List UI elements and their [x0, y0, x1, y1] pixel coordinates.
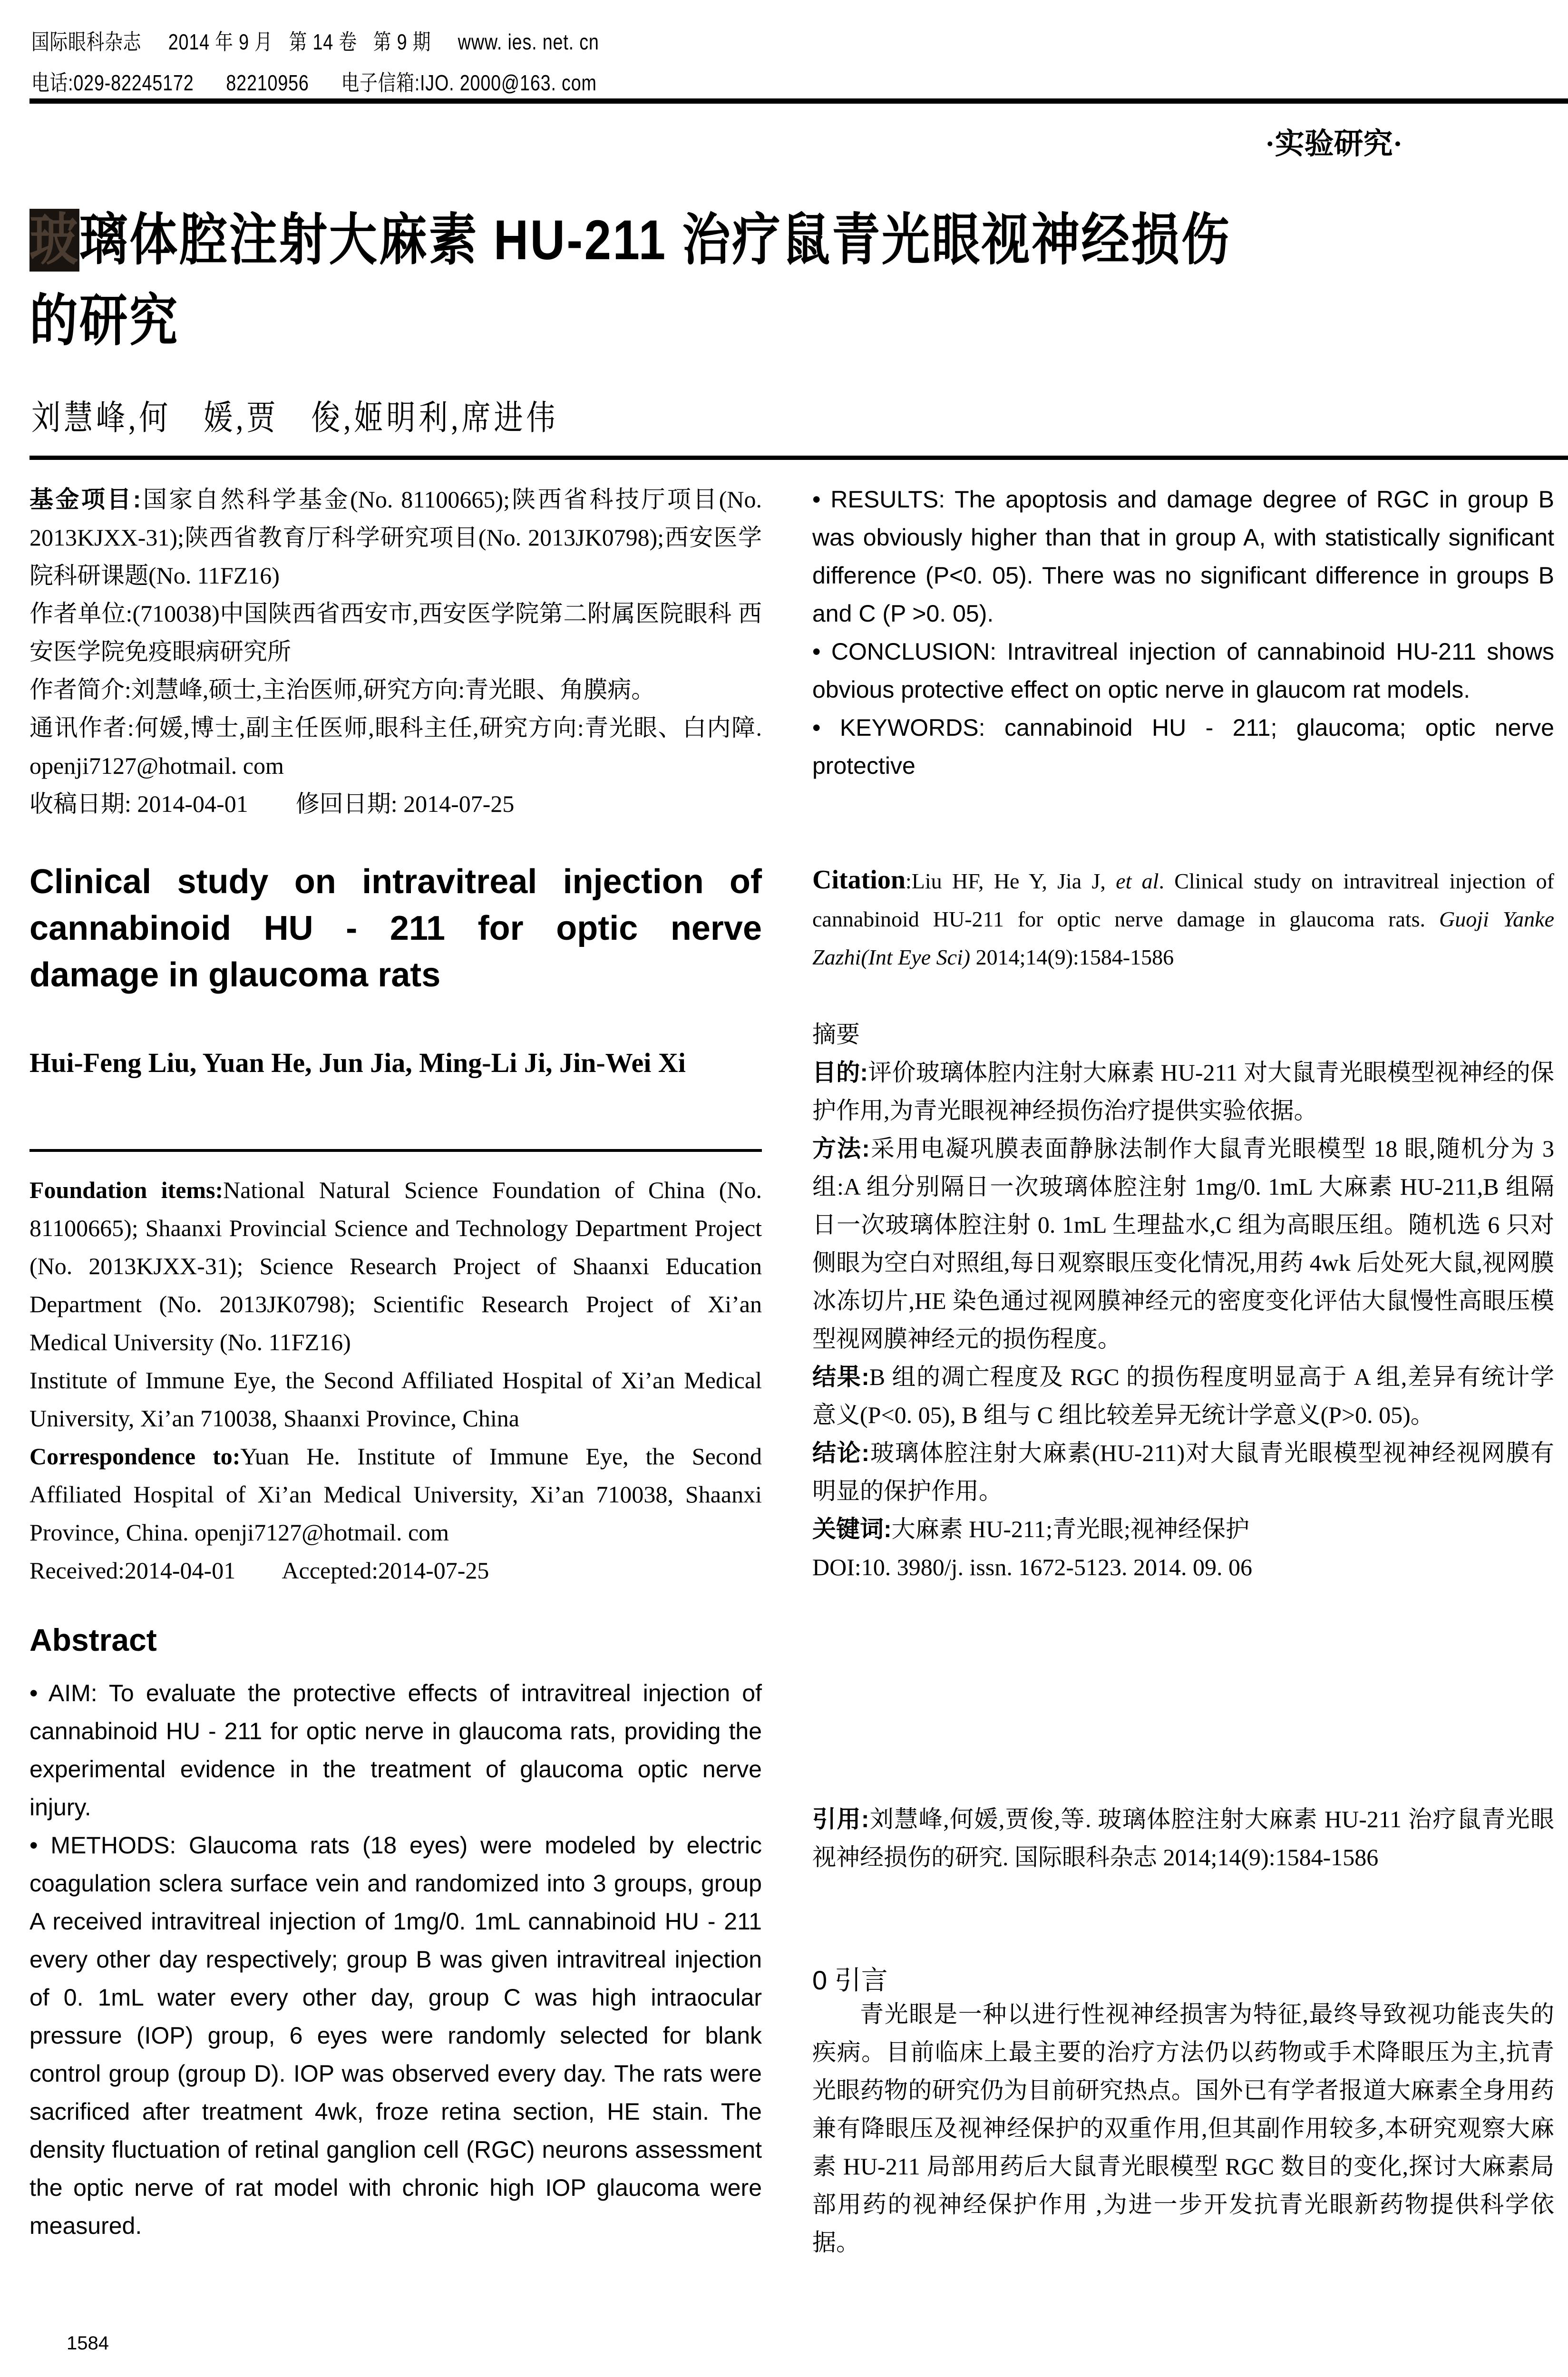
results-cn-label: 结果: — [812, 1364, 869, 1390]
accepted-en: Accepted:2014-07-25 — [282, 1557, 489, 1584]
abstract-heading: Abstract — [29, 1622, 157, 1657]
title-en: Clinical study on intravitreal injection of cannabinoid HU - 211 for optic nerve damage in glaucoma rats — [29, 863, 762, 994]
header-rule — [29, 98, 1568, 104]
abstract-cn-heading-text: 摘要 — [812, 1021, 860, 1048]
front-matter-cn — [29, 480, 762, 823]
revised-cn: 修回日期: 2014-07-25 — [295, 790, 515, 817]
issue-info: 2014 年 9 月 第 14 卷 第 9 期 — [168, 29, 431, 54]
running-header-line2 — [31, 66, 597, 97]
abstract-en-right — [812, 480, 1554, 785]
results-cn-text: B 组的凋亡程度及 RGC 的损伤程度明显高于 A 组,差异有统计学意义(P<0. 05), B 组与 C 组比较差异无统计学意义(P>0. 05)。 — [812, 1364, 1554, 1428]
title-cn-first-char: 玻 — [29, 209, 79, 272]
citation-etal: et al — [1116, 869, 1159, 893]
phone: 电话:029-82245172 — [31, 70, 194, 95]
abstract-cn-methods — [812, 1130, 1554, 1358]
affiliation-cn: 作者单位:(710038)中国陕西省西安市,西安医学院第二附属医院眼科 西安医学院免疫眼病研究所 — [29, 600, 762, 665]
phone-2: 82210956 — [226, 70, 309, 95]
abstract-cn-heading — [812, 1015, 1554, 1053]
abstract-en-left — [29, 1674, 762, 2245]
authors-cn: 刘慧峰,何 媛,贾 俊,姬明利,席进伟 — [31, 399, 559, 437]
abstract-cn — [812, 1015, 1554, 1586]
citation-label: Citation — [812, 865, 906, 895]
abstract-cn-keywords — [812, 1510, 1554, 1548]
page-number: 1584 — [67, 2333, 109, 2354]
institute-en: Institute of Immune Eye, the Second Affiliated Hospital of Xi’an Medical University, Xi’an 710038, Shaanxi Province, China — [29, 1367, 762, 1432]
methods-cn-label: 方法: — [812, 1135, 870, 1162]
correspondence-text[interactable]: Yuan He. Institute of Immune Eye, the Second Affiliated Hospital of Xi’an Medical University, Xi’an 710038, Shaanxi Province, China. openji7127@hotmail. com — [29, 1443, 762, 1546]
foundation-label: Foundation items: — [29, 1177, 224, 1203]
citation-text-3: 2014;14(9):1584-1586 — [970, 945, 1174, 969]
intro-heading: 0 引言 — [812, 1965, 888, 1995]
fund-label: 基金项目: — [29, 486, 141, 513]
citation-text-1: :Liu HF, He Y, Jia J, — [906, 869, 1116, 893]
conclusion-cn-text: 玻璃体腔注射大麻素(HU-211)对大鼠青光眼模型视神经视网膜有明显的保护作用。 — [812, 1440, 1555, 1504]
keywords-cn-label: 关键词: — [812, 1516, 892, 1542]
citation-cn-label: 引用: — [812, 1806, 869, 1832]
conclusion-cn-label: 结论: — [812, 1440, 870, 1466]
title-cn-rest: 璃体腔注射大麻素 HU-211 治疗鼠青光眼视神经损伤 — [79, 209, 1231, 272]
dates-en — [29, 1551, 762, 1589]
journal-name: 国际眼科杂志 — [31, 29, 142, 54]
abstract-conclusion: • CONCLUSION: Intravitreal injection of cannabinoid HU-211 shows obvious protective effect on optic nerve in glaucom rat models. — [812, 638, 1554, 703]
authors-rule — [29, 1149, 762, 1152]
foundation-text: National Natural Science Foundation of China (No. 81100665); Shaanxi Provincial Science and Technology Department Project (No. 2013KJXX-31); Science Research Project of Shaanxi Education Department (No. 2013JK0798); Scientific Research Project of Xi’an Medical University (No. 11FZ16) — [29, 1177, 762, 1355]
section-tag: ·实验研究· — [1265, 128, 1403, 160]
journal-website[interactable]: www. ies. net. cn — [458, 29, 599, 54]
fund-text: 国家自然科学基金(No. 81100665);陕西省科技厅项目(No. 2013KJXX-31);陕西省教育厅科学研究项目(No. 2013JK0798);西安医学院科研课题(No. 11FZ16) — [29, 486, 762, 589]
correspondence-cn: 通讯作者:何媛,博士,副主任医师,眼科主任,研究方向:青光眼、白内障. openji7127@hotmail. com — [29, 714, 762, 779]
received-en: Received:2014-04-01 — [29, 1557, 236, 1584]
fund-cn — [29, 480, 762, 594]
bio-cn: 作者简介:刘慧峰,硕士,主治医师,研究方向:青光眼、角膜病。 — [29, 676, 655, 703]
abstract-cn-conclusion — [812, 1434, 1554, 1510]
abstract-cn-aim — [812, 1053, 1554, 1130]
title-rule — [29, 456, 1568, 460]
title-cn-line2: 的研究 — [29, 290, 179, 352]
abstract-cn-results — [812, 1358, 1554, 1434]
intro-paragraph: 青光眼是一种以进行性视神经损害为特征,最终导致视功能丧失的疾病。目前临床上最主要的治疗方法仍以药物或手术降眼压为主,抗青光眼药物的研究仍为目前研究热点。国外已有学者报道大麻素全身用药兼有降眼压及视神经保护的双重作用,但其副作用较多,本研究观察大麻素 HU-211 局部用药后大鼠青光眼模型 RGC 数目的变化,探讨大麻素局部用药的视神经保护作用 ,为进一步开发抗青光眼新药物提供科学依据。 — [812, 2001, 1554, 2256]
citation-en — [812, 861, 1554, 976]
journal-email[interactable]: 电子信箱:IJO. 2000@163. com — [341, 70, 597, 95]
correspondence-en — [29, 1437, 762, 1551]
doi[interactable]: DOI:10. 3980/j. issn. 1672-5123. 2014. 09. 06 — [812, 1554, 1252, 1580]
citation-journal: Guoji Yanke Zazhi(Int Eye Sci) — [812, 907, 1554, 969]
abstract-results: • RESULTS: The apoptosis and damage degree of RGC in group B was obviously higher than that in group A, with statistically significant difference (P<0. 05). There was no significant difference in groups B and C (P >0. 05). — [812, 486, 1554, 627]
citation-cn — [812, 1800, 1554, 1876]
dates-cn — [29, 785, 762, 823]
running-header-line1 — [31, 25, 599, 56]
citation-cn-text: 刘慧峰,何媛,贾俊,等. 玻璃体腔注射大麻素 HU-211 治疗鼠青光眼视神经损伤的研究. 国际眼科杂志 2014;14(9):1584-1586 — [812, 1806, 1554, 1870]
aim-cn-label: 目的: — [812, 1059, 868, 1086]
foundation-en — [29, 1171, 762, 1361]
correspondence-label: Correspondence to: — [29, 1443, 241, 1470]
methods-cn-text: 采用电凝巩膜表面静脉法制作大鼠青光眼模型 18 眼,随机分为 3 组:A 组分别隔日一次玻璃体腔注射 1mg/0. 1mL 大麻素 HU-211,B 组隔日一次玻璃体腔注射 0. 1mL 生理盐水,C 组为高眼压组。随机选 6 只对侧眼为空白对照组,每日观察眼压变化情况,用药 4wk 后处死大鼠,视网膜冰冻切片,HE 染色通过视网膜神经元的密度变化评估大鼠慢性高眼压模型视网膜神经元的损伤程度。 — [812, 1135, 1554, 1352]
front-matter-en — [29, 1171, 762, 1589]
keywords-cn-text: 大麻素 HU-211;青光眼;视神经保护 — [891, 1516, 1249, 1542]
citation-text-2: . Clinical study on intravitreal injection of cannabinoid HU-211 for optic nerve damage in glaucoma rats. — [812, 869, 1554, 931]
abstract-methods: • METHODS: Glaucoma rats (18 eyes) were modeled by electric coagulation sclera surface vein and randomized into 3 groups, group A received intravitreal injection of 1mg/0. 1mL cannabinoid HU - 211 every other day respectively; group B was given intravitreal injection of 0. 1mL water every other day, group C was high intraocular pressure (IOP) group, 6 eyes were randomly selected for blank control group (group D). IOP was observed every day. The rats were sacrificed after treatment 4wk, froze retina section, HE stain. The density fluctuation of retinal ganglion cell (RGC) neurons assessment the optic nerve of rat model with chronic high IOP glaucoma were measured. — [29, 1832, 762, 2239]
title-cn — [29, 200, 1338, 361]
received-cn: 收稿日期: 2014-04-01 — [29, 790, 248, 817]
abstract-aim: • AIM: To evaluate the protective effects of intravitreal injection of cannabinoid HU - 211 for optic nerve in glaucoma rats, providing the experimental evidence in the treatment of glaucoma optic nerve injury. — [29, 1680, 762, 1821]
abstract-keywords: • KEYWORDS: cannabinoid HU - 211; glaucoma; optic nerve protective — [812, 714, 1554, 779]
aim-cn-text: 评价玻璃体腔内注射大麻素 HU-211 对大鼠青光眼模型视神经的保护作用,为青光眼视神经损伤治疗提供实验依据。 — [812, 1059, 1554, 1124]
authors-en: Hui-Feng Liu, Yuan He, Jun Jia, Ming-Li Ji, Jin-Wei Xi — [29, 1047, 686, 1078]
